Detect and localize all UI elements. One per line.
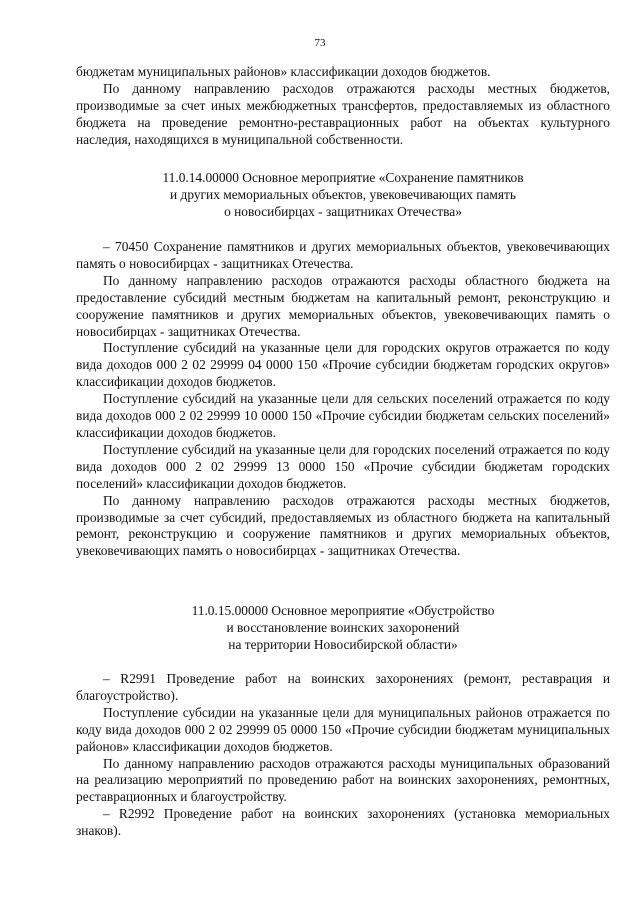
paragraph: – R2991 Проведение работ на воинских захоронениях (ремонт, реставрация и благоустройство). [76, 671, 610, 703]
paragraph: По данному направлению расходов отражаются расходы муниципальных образований на реализацию мероприятий по проведению работ на воинских захоронениях, ремонтных, реставрационных и благоустройству. [76, 755, 610, 805]
section-heading-11-0-15 [76, 603, 610, 654]
paragraph: По данному направлению расходов отражаются расходы местных бюджетов, производимые за счет субсидий, предоставляемых из областного бюджета на капитальный ремонт, реконструкцию и сооружение памятников и других мемориальных объектов, увековечивающих память о новосибирцах - защитниках Отечества. [76, 492, 610, 559]
heading-line: 11.0.15.00000 Основное мероприятие «Обустройство [191, 603, 495, 618]
paragraph: бюджетам муниципальных районов» классификации доходов бюджетов. [76, 64, 491, 79]
paragraph: Поступление субсидий на указанные цели для городских округов отражается по коду вида доходов 000 2 02 29999 04 0000 150 «Прочие субсидии бюджетам городских округов» классификации доходов бюджетов. [76, 340, 610, 390]
paragraph: – R2992 Проведение работ на воинских захоронениях (установка мемориальных знаков). [76, 806, 610, 839]
paragraph: Поступление субсидий на указанные цели для городских поселений отражается по коду вида доходов 000 2 02 29999 13 0000 150 «Прочие субсидии бюджетам городских поселений» классификации доходов бюджетов. [76, 441, 610, 491]
paragraph: Поступление субсидии на указанные цели для муниципальных районов отражается по коду вида доходов 000 2 02 29999 05 0000 150 «Прочие субсидии бюджетам муниципальных районов» классификации доходов бюджетов. [76, 704, 610, 754]
paragraph: По данному направлению расходов отражаются расходы местных бюджетов, производимые за счет иных межбюджетных трансфертов, предоставляемых из областного бюджета на проведение ремонтно-реставрационных работ на объектах культурного наследия, находящихся в муниципальной собственности. [76, 80, 610, 147]
heading-line: о новосибирцах - защитниках Отечества» [224, 203, 462, 219]
section-heading-11-0-14 [76, 170, 610, 221]
heading-line: и восстановление воинских захоронений [226, 619, 460, 635]
paragraph: Поступление субсидий на указанные цели для сельских поселений отражается по коду вида доходов 000 2 02 29999 10 0000 150 «Прочие субсидии бюджетам сельских поселений» классификации доходов бюджетов. [76, 391, 610, 440]
text-block-2 [76, 239, 610, 560]
text-block-3 [76, 671, 610, 840]
paragraph: – 70450 Сохранение памятников и других мемориальных объектов, увековечивающих память о новосибирцах - защитниках Отечества. [76, 239, 610, 271]
page-number: 73 [314, 37, 326, 49]
text-block-1 [76, 64, 610, 149]
heading-line: 11.0.14.00000 Основное мероприятие «Сохранение памятников [162, 170, 524, 185]
heading-line: и других мемориальных объектов, увековечивающих память [170, 186, 516, 202]
heading-line: на территории Новосибирской области» [228, 636, 458, 652]
paragraph: По данному направлению расходов отражаются расходы областного бюджета на предоставление субсидий местным бюджетам на капитальный ремонт, реконструкцию и сооружение памятников и других мемориальных объектов, увековечивающих память о новосибирцах - защитниках Отечества. [76, 272, 610, 339]
